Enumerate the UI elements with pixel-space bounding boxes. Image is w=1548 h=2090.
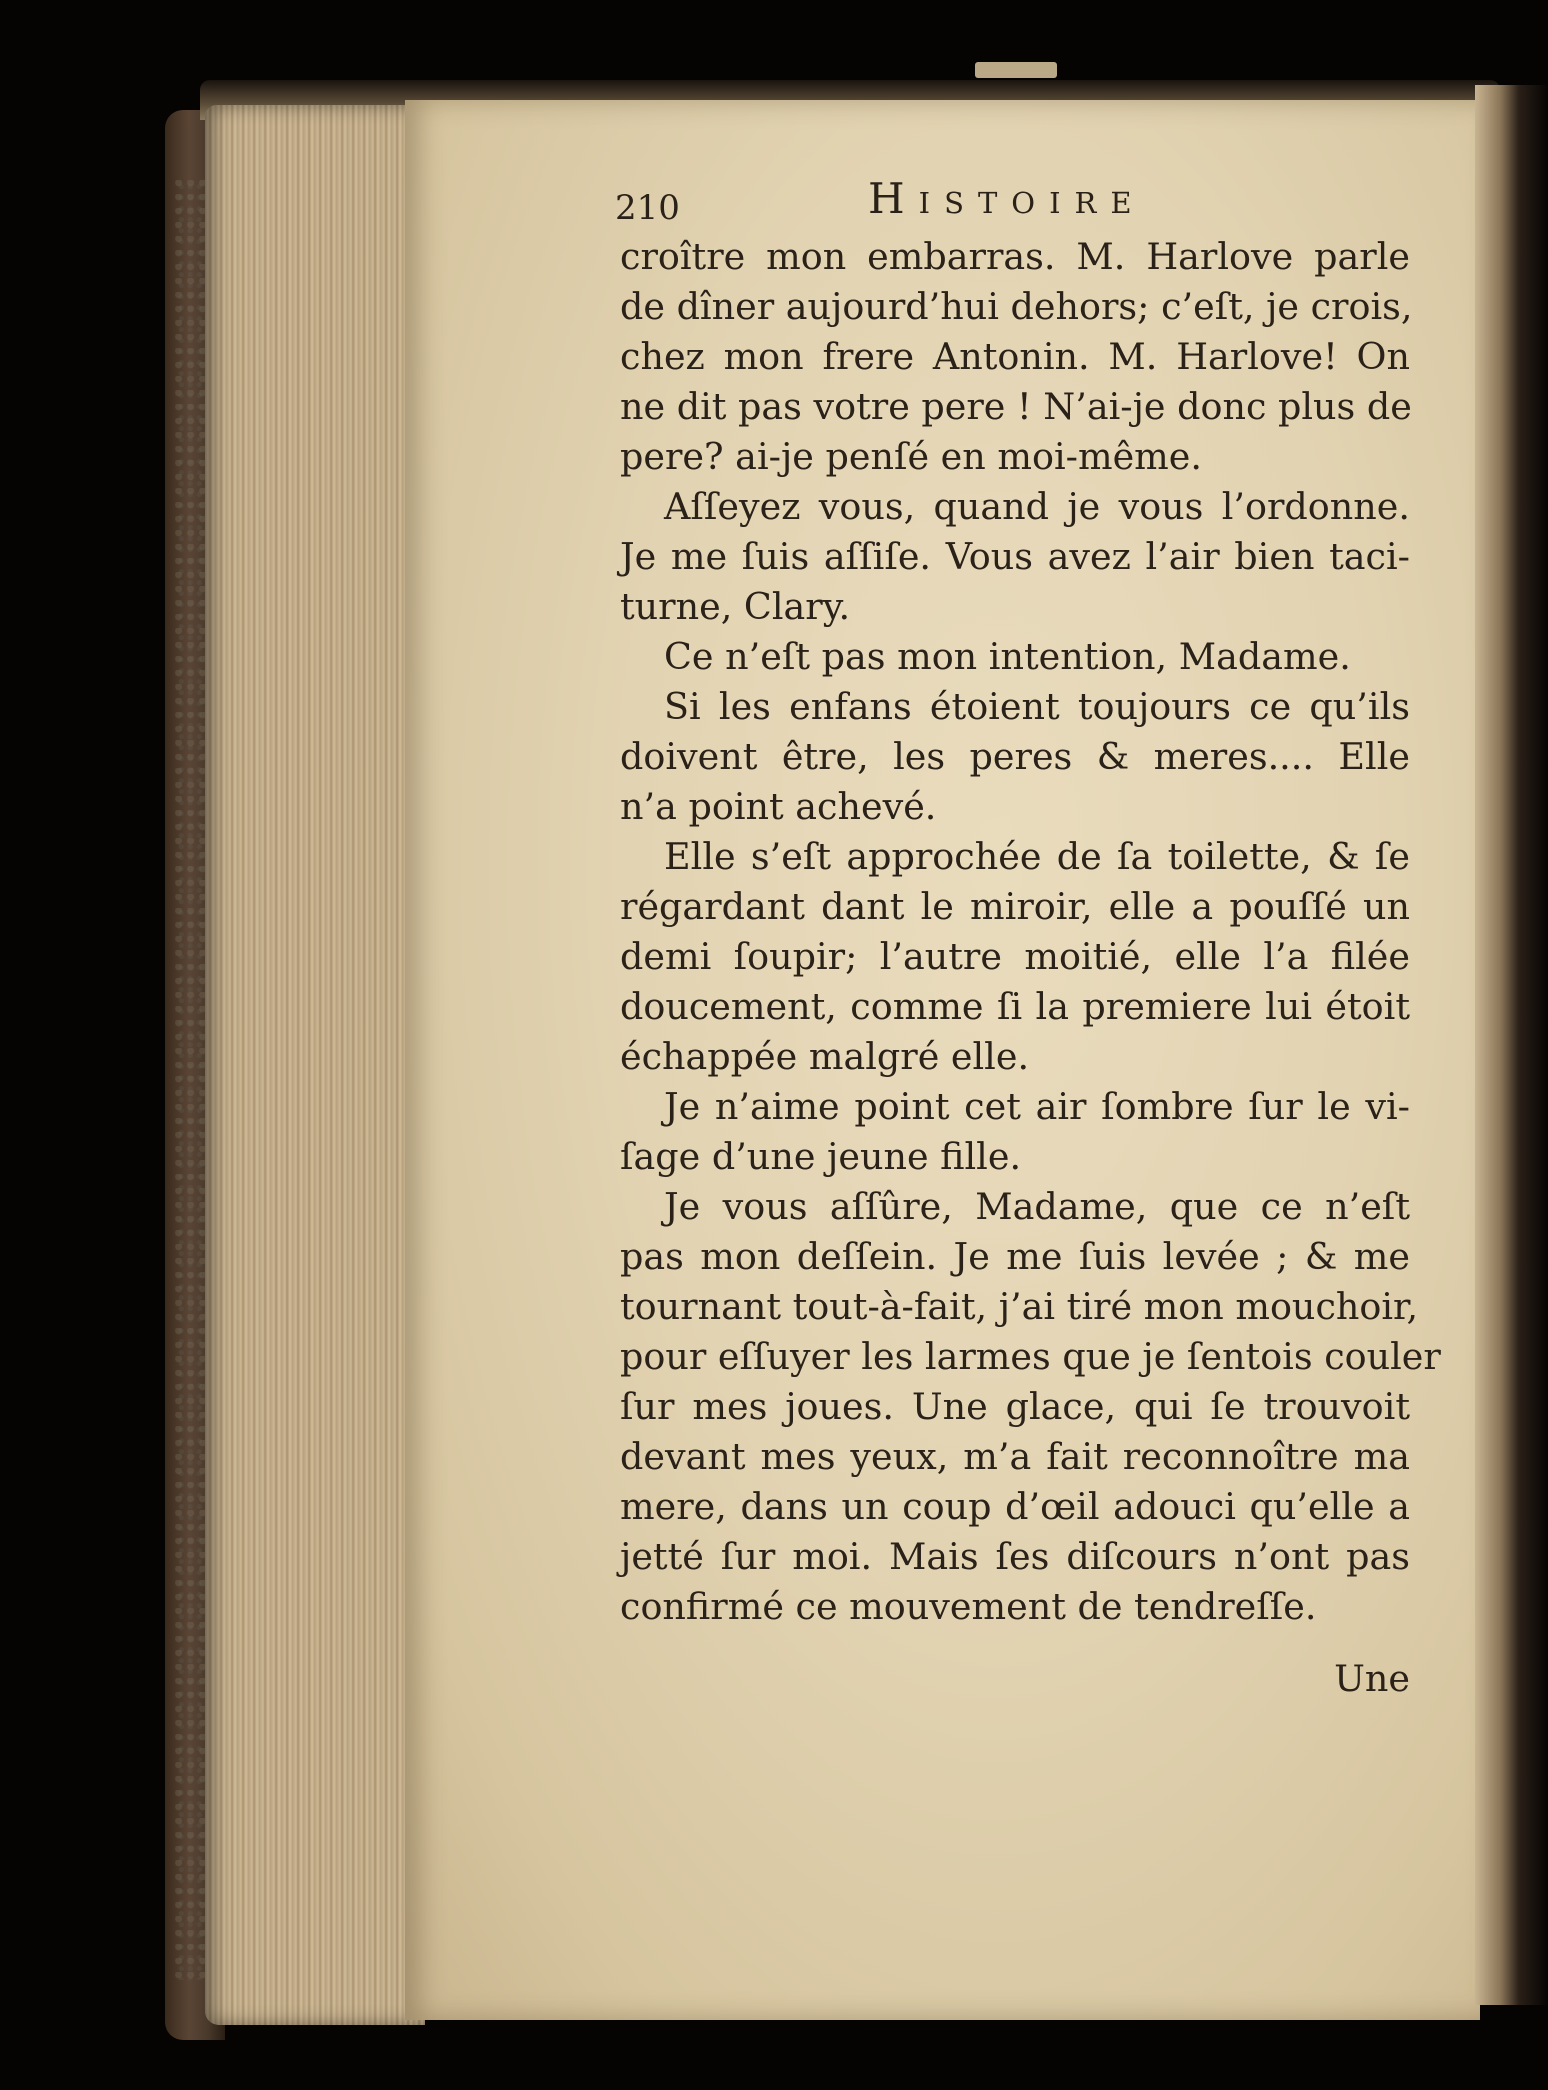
paragraph — [620, 832, 1410, 1082]
right-page-edge — [1475, 85, 1548, 2005]
text-line: Si les enfans étoient toujours ce qu’ils — [664, 685, 1410, 728]
text-line: turne, Clary. — [620, 585, 851, 628]
paragraph — [620, 1182, 1441, 1632]
text-line: tournant tout-à-fait, j’ai tiré mon mouchoir, — [620, 1285, 1419, 1328]
running-title: Histoire — [868, 174, 1146, 223]
paragraph — [620, 632, 1410, 682]
text-line: pas mon deſſein. Je me ſuis levée ; & me — [620, 1235, 1410, 1278]
text-line: Je me ſuis aſſiſe. Vous avez l’air bien taci- — [620, 535, 1410, 578]
text-line: pere? ai-je penſé en moi-même. — [620, 435, 1202, 478]
text-line: Elle s’eſt approchée de ſa toilette, & ſe — [664, 835, 1410, 878]
paragraph — [620, 1082, 1410, 1182]
text-line: ne dit pas votre pere ! N’ai-je donc plus de — [620, 385, 1412, 428]
text-line: jetté ſur moi. Mais ſes diſcours n’ont pas — [620, 1535, 1410, 1578]
catchword: Une — [1334, 1657, 1410, 1700]
text-line: croître mon embarras. M. Harlove parle — [620, 235, 1410, 278]
text-line: n’a point achevé. — [620, 785, 937, 828]
text-line: Aſſeyez vous, quand je vous l’ordonne. — [664, 485, 1410, 528]
paragraph — [620, 232, 1413, 482]
paragraph — [620, 482, 1410, 632]
text-line: ſur mes joues. Une glace, qui ſe trouvoit — [620, 1385, 1410, 1428]
text-line: Je vous aſſûre, Madame, que ce n’eſt — [664, 1185, 1410, 1228]
bookmark-ribbon — [975, 62, 1057, 78]
text-line: Je n’aime point cet air ſombre ſur le vi- — [664, 1085, 1410, 1128]
text-line: échappée malgré elle. — [620, 1035, 1030, 1078]
text-line: régardant dant le miroir, elle a pouſſé un — [620, 885, 1410, 928]
text-line: ſage d’une jeune fille. — [620, 1135, 1022, 1178]
text-line: chez mon frere Antonin. M. Harlove! On — [620, 335, 1410, 378]
text-line: pour eſſuyer les larmes que je ſentois couler — [620, 1335, 1441, 1378]
running-head — [615, 168, 1410, 232]
text-line: devant mes yeux, m’a fait reconnoître ma — [620, 1435, 1410, 1478]
body-text — [620, 232, 1441, 1632]
text-line: confirmé ce mouvement de tendreſſe. — [620, 1585, 1317, 1628]
text-line: doucement, comme ſi la premiere lui étoit — [620, 985, 1410, 1028]
page-edges-stack — [205, 105, 425, 2025]
text-line: mere, dans un coup d’œil adouci qu’elle a — [620, 1485, 1410, 1528]
page-text-block — [615, 168, 1441, 1704]
text-line: Ce n’eſt pas mon intention, Madame. — [664, 635, 1351, 678]
page-number: 210 — [615, 188, 680, 228]
paragraph — [620, 682, 1410, 832]
text-line: doivent être, les peres & meres.... Elle — [620, 735, 1410, 778]
text-line: demi ſoupir; l’autre moitié, elle l’a filée — [620, 935, 1410, 978]
text-line: de dîner aujourd’hui dehors; c’eſt, je crois, — [620, 285, 1413, 328]
